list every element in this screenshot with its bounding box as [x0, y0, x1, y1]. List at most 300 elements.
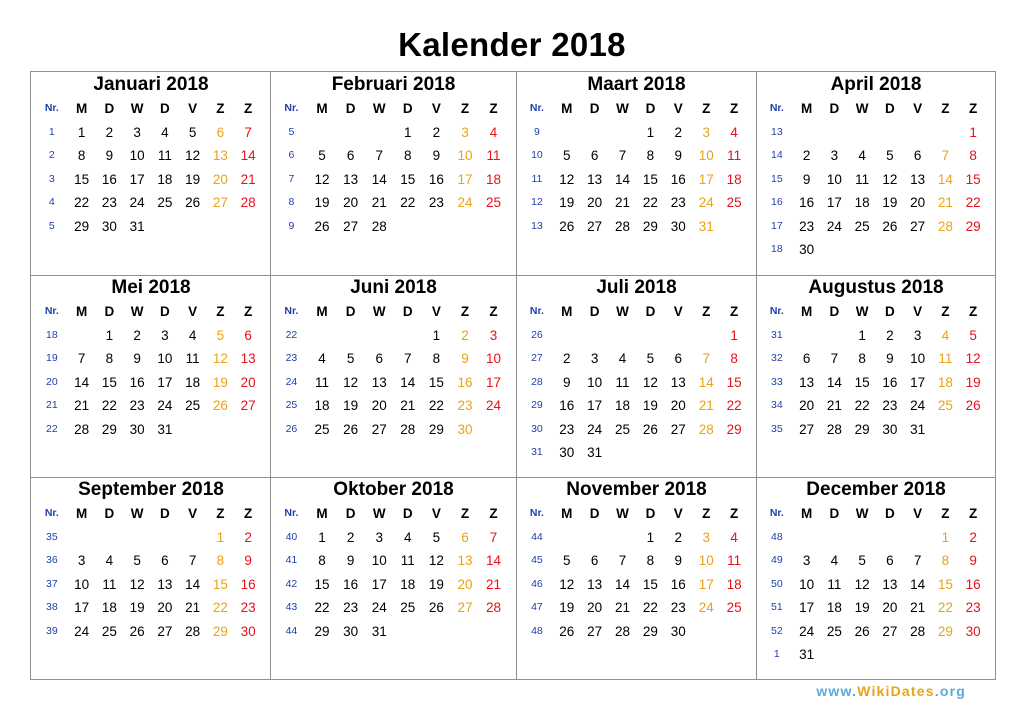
day-cell: 8 — [404, 148, 412, 163]
weekday-header-row — [517, 502, 756, 526]
day-cell: 2 — [674, 529, 683, 545]
week-row — [757, 573, 995, 597]
day-cell: 29 — [937, 623, 953, 639]
day-cell: 31 — [587, 445, 603, 460]
day-cell: 30 — [882, 421, 898, 437]
day-cell: 11 — [938, 351, 953, 366]
day-cell: 10 — [371, 553, 387, 568]
day-cell: 15 — [937, 576, 953, 592]
weekday-header: W — [130, 506, 144, 521]
week-row — [32, 121, 270, 145]
week-row — [517, 418, 756, 442]
day-cell: 8 — [105, 351, 114, 366]
day-cell: 20 — [799, 398, 815, 413]
weekday-header: Z — [941, 304, 950, 319]
weekday-header-row — [517, 300, 756, 324]
day-cell: 23 — [428, 195, 444, 210]
week-row — [271, 526, 516, 550]
weekday-header-row — [271, 502, 516, 526]
month-table — [757, 502, 995, 667]
week-row — [517, 394, 756, 418]
day-cell: 29 — [212, 623, 228, 639]
weekday-header: D — [885, 101, 895, 116]
day-cell: 3 — [702, 124, 710, 140]
day-cell: 13 — [157, 576, 173, 592]
day-cell: 12 — [212, 351, 228, 366]
weekday-header: D — [829, 101, 840, 116]
week-number-header: Nr. — [284, 507, 299, 519]
day-cell: 24 — [129, 195, 145, 210]
day-cell: 5 — [216, 327, 225, 343]
week-number: 5 — [48, 219, 55, 232]
weekday-header: D — [345, 506, 356, 521]
weekday-header: Z — [702, 304, 711, 319]
day-cell: 5 — [858, 553, 866, 568]
day-cell: 16 — [428, 171, 444, 187]
day-cell: 19 — [642, 398, 658, 413]
day-cell: 23 — [670, 195, 686, 210]
footer-suffix: .org — [934, 683, 966, 699]
weekday-header: V — [913, 506, 923, 521]
month-block — [271, 275, 516, 477]
day-cell: 12 — [642, 374, 658, 390]
week-number-header: Nr. — [44, 102, 59, 114]
week-number: 31 — [531, 446, 543, 458]
day-cell: 30 — [101, 218, 117, 234]
day-cell: 28 — [371, 218, 387, 234]
week-number: 9 — [288, 219, 295, 232]
week-number: 48 — [770, 530, 783, 543]
day-cell: 2 — [886, 327, 894, 343]
weekday-header: Z — [969, 304, 978, 319]
day-cell: 25 — [157, 195, 173, 210]
day-cell: 17 — [698, 576, 714, 592]
day-cell: 7 — [702, 351, 710, 366]
day-cell: 18 — [854, 195, 870, 210]
weekday-header: M — [800, 101, 813, 116]
day-cell: 15 — [212, 576, 228, 592]
day-cell: 4 — [318, 351, 326, 366]
week-number: 14 — [770, 149, 783, 161]
day-cell: 7 — [618, 148, 627, 163]
week-row — [271, 347, 516, 371]
day-cell: 19 — [559, 195, 575, 210]
month-block — [757, 477, 995, 679]
weekday-header: D — [160, 304, 170, 319]
day-cell: 13 — [457, 553, 473, 568]
day-cell: 14 — [826, 374, 842, 390]
month-block — [271, 477, 516, 679]
day-cell: 30 — [129, 421, 145, 437]
week-row — [32, 394, 270, 418]
weekday-header: Z — [969, 506, 978, 521]
day-cell: 8 — [318, 553, 326, 568]
day-cell: 24 — [910, 398, 926, 413]
day-cell: 18 — [157, 171, 173, 187]
week-number-header: Nr. — [769, 507, 784, 519]
week-number: 22 — [45, 422, 58, 435]
weekday-header: V — [188, 506, 198, 521]
day-cell: 25 — [101, 623, 117, 639]
week-number-header: Nr. — [769, 305, 784, 317]
week-number: 52 — [770, 624, 783, 637]
week-number: 51 — [770, 601, 783, 613]
week-number: 43 — [285, 601, 298, 613]
day-cell: 26 — [314, 218, 330, 234]
week-row — [271, 324, 516, 348]
day-cell: 7 — [941, 148, 950, 163]
day-cell: 15 — [965, 171, 981, 187]
day-cell: 30 — [457, 421, 473, 437]
day-cell: 8 — [432, 351, 441, 366]
day-cell: 1 — [432, 327, 441, 343]
week-number: 16 — [770, 196, 783, 208]
weekday-header: V — [188, 304, 198, 319]
weekday-header: Z — [216, 506, 225, 521]
day-cell: 30 — [240, 623, 256, 639]
week-number: 30 — [531, 422, 543, 435]
weekday-header-row — [32, 97, 270, 121]
week-number: 45 — [531, 554, 543, 566]
week-row — [32, 549, 270, 573]
day-cell: 18 — [726, 171, 742, 187]
weekday-header: W — [855, 101, 869, 116]
day-cell: 20 — [343, 195, 359, 210]
weekday-header: V — [673, 506, 683, 521]
day-cell: 10 — [486, 351, 502, 366]
weekday-header: M — [75, 101, 88, 116]
weekday-header: Z — [729, 304, 739, 319]
week-row — [757, 643, 995, 667]
day-cell: 1 — [646, 124, 655, 140]
day-cell: 9 — [674, 553, 683, 568]
week-row — [271, 394, 516, 418]
month-table — [271, 502, 516, 643]
weekday-header: W — [616, 506, 629, 521]
day-cell: 1 — [216, 529, 225, 545]
week-row — [271, 144, 516, 168]
day-cell: 12 — [129, 576, 145, 592]
day-cell: 5 — [886, 148, 894, 163]
day-cell: 22 — [212, 600, 228, 615]
week-row — [757, 347, 995, 371]
day-cell: 6 — [674, 351, 683, 366]
weekday-header-row — [757, 300, 995, 324]
weekday-header: Z — [702, 101, 711, 116]
day-cell: 3 — [375, 529, 383, 545]
day-cell: 24 — [157, 398, 173, 413]
month-title: Augustus 2018 — [808, 277, 944, 298]
day-cell: 26 — [185, 195, 201, 210]
week-row — [517, 573, 756, 597]
day-cell: 10 — [457, 148, 473, 163]
day-cell: 21 — [826, 398, 842, 413]
week-row — [271, 573, 516, 597]
day-cell: 3 — [913, 327, 922, 343]
day-cell: 8 — [941, 553, 950, 568]
day-cell: 11 — [102, 576, 117, 592]
day-cell: 16 — [457, 374, 473, 390]
day-cell: 10 — [698, 553, 714, 568]
day-cell: 8 — [646, 148, 655, 163]
day-cell: 26 — [559, 218, 575, 234]
week-row — [757, 215, 995, 239]
weekday-header: D — [104, 304, 115, 319]
day-cell: 20 — [882, 600, 898, 615]
day-cell: 5 — [563, 553, 571, 568]
week-number: 38 — [45, 601, 58, 613]
day-cell: 12 — [343, 374, 359, 390]
day-cell: 26 — [212, 398, 228, 413]
day-cell: 9 — [346, 553, 355, 568]
day-cell: 17 — [486, 374, 502, 390]
week-number: 3 — [48, 172, 55, 185]
week-number: 27 — [531, 352, 543, 364]
week-row — [517, 215, 756, 239]
day-cell: 6 — [161, 553, 169, 568]
week-number: 23 — [285, 352, 298, 364]
week-row — [757, 191, 995, 215]
week-row — [271, 168, 516, 192]
day-cell: 23 — [129, 398, 145, 413]
day-cell: 28 — [74, 421, 90, 437]
day-cell: 1 — [941, 529, 950, 545]
day-cell: 19 — [343, 398, 359, 413]
week-number: 5 — [288, 125, 295, 138]
day-cell: 28 — [240, 195, 256, 210]
day-cell: 12 — [185, 148, 201, 163]
weekday-header: Z — [941, 506, 950, 521]
day-cell: 8 — [77, 148, 86, 163]
day-cell: 9 — [461, 351, 469, 366]
week-number-header: Nr. — [44, 507, 59, 519]
day-cell: 29 — [965, 218, 981, 234]
week-number: 39 — [45, 624, 58, 637]
day-cell: 27 — [212, 195, 228, 210]
day-cell: 7 — [404, 351, 412, 366]
week-number: 44 — [531, 530, 543, 543]
day-cell: 4 — [618, 351, 627, 366]
week-number-header: Nr. — [284, 102, 299, 114]
month-block — [32, 275, 270, 477]
day-cell: 1 — [969, 124, 977, 140]
week-number: 6 — [288, 149, 295, 161]
week-number: 18 — [770, 243, 783, 255]
day-cell: 30 — [965, 623, 981, 639]
day-cell: 2 — [674, 124, 683, 140]
day-cell: 20 — [670, 398, 686, 413]
day-cell: 18 — [726, 576, 742, 592]
week-row — [517, 371, 756, 395]
day-cell: 27 — [587, 623, 603, 639]
weekday-header: V — [673, 304, 683, 319]
day-cell: 27 — [799, 421, 815, 437]
month-block — [32, 477, 270, 679]
day-cell: 13 — [910, 171, 926, 187]
weekday-header: D — [402, 304, 413, 319]
week-number: 44 — [285, 624, 298, 637]
day-cell: 7 — [913, 553, 922, 568]
day-cell: 9 — [133, 351, 141, 366]
day-cell: 3 — [133, 124, 141, 140]
weekday-header: Z — [489, 506, 498, 521]
week-row — [517, 441, 756, 465]
day-cell: 3 — [702, 529, 710, 545]
day-cell: 29 — [101, 421, 117, 437]
weekday-header: W — [855, 304, 869, 319]
day-cell: 5 — [346, 351, 355, 366]
weekday-header: D — [645, 506, 656, 521]
weekday-header: V — [188, 101, 198, 116]
month-title: April 2018 — [830, 74, 922, 95]
day-cell: 6 — [886, 553, 894, 568]
day-cell: 21 — [74, 398, 90, 413]
day-cell: 24 — [74, 623, 90, 639]
footer-prefix: www. — [816, 683, 858, 699]
week-number: 26 — [285, 422, 298, 435]
weekday-header: D — [104, 101, 115, 116]
weekday-header: D — [402, 101, 413, 116]
day-cell: 31 — [799, 647, 815, 662]
day-cell: 30 — [799, 242, 815, 257]
day-cell: 22 — [937, 600, 953, 615]
weekday-header-row — [32, 502, 270, 526]
weekday-header: W — [372, 506, 386, 521]
day-cell: 13 — [240, 351, 256, 366]
day-cell: 16 — [670, 576, 686, 592]
week-row — [757, 596, 995, 620]
day-cell: 25 — [726, 195, 742, 210]
day-cell: 25 — [826, 623, 842, 639]
week-row — [757, 121, 995, 145]
day-cell: 27 — [587, 218, 603, 234]
day-cell: 15 — [101, 374, 117, 390]
day-cell: 13 — [882, 576, 898, 592]
day-cell: 6 — [802, 351, 811, 366]
day-cell: 16 — [799, 195, 815, 210]
day-cell: 18 — [615, 398, 631, 413]
weekday-header-row — [271, 97, 516, 121]
week-number: 11 — [531, 172, 543, 185]
day-cell: 10 — [74, 576, 90, 592]
day-cell: 16 — [240, 576, 256, 592]
day-cell: 20 — [587, 195, 603, 210]
day-cell: 27 — [343, 218, 359, 234]
month-table — [517, 300, 756, 465]
month-table — [271, 97, 516, 238]
day-cell: 11 — [185, 351, 200, 366]
day-cell: 17 — [74, 600, 90, 615]
weekday-header: V — [673, 101, 683, 116]
day-cell: 11 — [486, 148, 501, 163]
weekday-header: Z — [216, 101, 225, 116]
weekday-header: D — [345, 101, 356, 116]
day-cell: 8 — [969, 148, 977, 163]
week-row — [32, 371, 270, 395]
weekday-header: D — [589, 506, 600, 521]
day-cell: 31 — [698, 218, 714, 234]
day-cell: 3 — [489, 327, 498, 343]
day-cell: 4 — [730, 529, 738, 545]
day-cell: 14 — [486, 553, 502, 568]
week-number: 37 — [45, 577, 58, 590]
week-number: 9 — [533, 125, 540, 138]
day-cell: 15 — [428, 374, 444, 390]
day-cell: 13 — [587, 171, 603, 187]
week-row — [757, 324, 995, 348]
day-cell: 14 — [937, 171, 953, 187]
weekday-header: V — [913, 304, 923, 319]
day-cell: 4 — [404, 529, 412, 545]
day-cell: 22 — [854, 398, 870, 413]
day-cell: 19 — [314, 195, 330, 210]
weekday-header: M — [561, 304, 573, 319]
month-table — [517, 502, 756, 643]
week-number: 1 — [48, 125, 55, 138]
week-row — [517, 549, 756, 573]
day-cell: 15 — [642, 576, 658, 592]
day-cell: 9 — [432, 148, 441, 163]
day-cell: 21 — [615, 195, 631, 210]
weekday-header: D — [645, 304, 656, 319]
week-number: 33 — [770, 375, 783, 388]
day-cell: 20 — [587, 600, 603, 615]
month-title: Juli 2018 — [596, 277, 677, 298]
day-cell: 9 — [886, 351, 894, 366]
day-cell: 2 — [133, 327, 141, 343]
day-cell: 9 — [563, 374, 571, 390]
weekday-header: W — [855, 506, 869, 521]
day-cell: 14 — [615, 576, 631, 592]
week-number: 40 — [285, 530, 298, 543]
day-cell: 14 — [74, 374, 90, 390]
day-cell: 14 — [400, 374, 416, 390]
day-cell: 28 — [698, 421, 714, 437]
day-cell: 25 — [937, 398, 953, 413]
day-cell: 19 — [965, 374, 981, 390]
day-cell: 12 — [965, 351, 981, 366]
day-cell: 24 — [486, 398, 502, 413]
day-cell: 26 — [965, 398, 981, 413]
day-cell: 4 — [941, 327, 950, 343]
day-cell: 6 — [590, 148, 599, 163]
day-cell: 6 — [216, 124, 225, 140]
week-row — [32, 620, 270, 644]
week-row — [517, 347, 756, 371]
week-row — [271, 191, 516, 215]
day-cell: 16 — [670, 171, 686, 187]
weekday-header: M — [800, 506, 813, 521]
week-number: 7 — [288, 172, 295, 185]
week-row — [271, 121, 516, 145]
day-cell: 25 — [615, 421, 631, 437]
day-cell: 16 — [882, 374, 898, 390]
day-cell: 21 — [400, 398, 416, 413]
month-table — [757, 300, 995, 441]
week-number-header: Nr. — [44, 305, 59, 317]
week-row — [517, 596, 756, 620]
day-cell: 22 — [400, 195, 416, 210]
day-cell: 5 — [969, 327, 977, 343]
weekday-header: Z — [460, 304, 470, 319]
day-cell: 9 — [802, 171, 811, 187]
day-cell: 18 — [101, 600, 117, 615]
week-number: 41 — [285, 554, 298, 566]
day-cell: 26 — [428, 600, 444, 615]
day-cell: 3 — [590, 351, 599, 366]
week-row — [271, 620, 516, 644]
week-number-header: Nr. — [529, 305, 544, 317]
